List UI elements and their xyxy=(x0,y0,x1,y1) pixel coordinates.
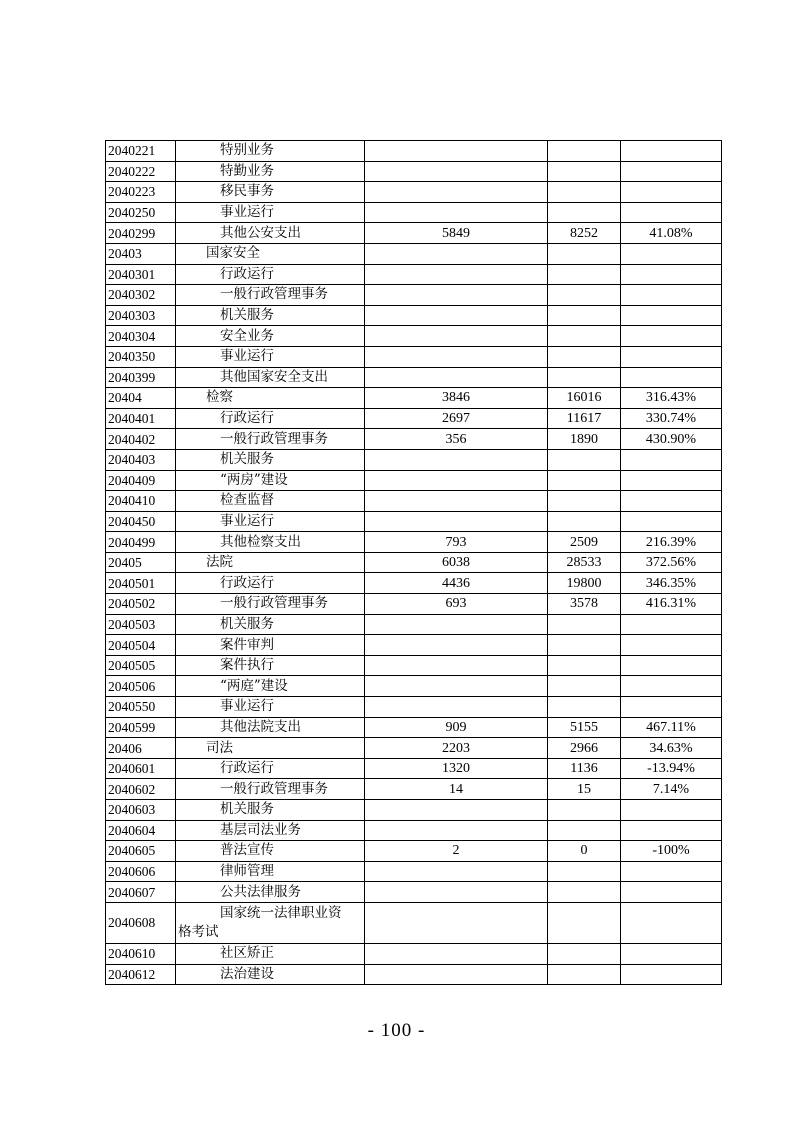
row-name: 一般行政管理事务 xyxy=(176,285,365,306)
row-name: 其他检察支出 xyxy=(176,532,365,553)
row-col1: 14 xyxy=(365,779,548,800)
row-name: 事业运行 xyxy=(176,346,365,367)
table-row xyxy=(106,779,722,800)
row-col1 xyxy=(365,635,548,656)
row-col1 xyxy=(365,511,548,532)
page-number: - 100 - xyxy=(367,1020,426,1041)
row-col1 xyxy=(365,614,548,635)
row-col3 xyxy=(621,820,722,841)
row-name: 公共法律服务 xyxy=(176,882,365,903)
row-col3: -13.94% xyxy=(621,758,722,779)
row-code: 20404 xyxy=(106,388,176,409)
row-code: 2040250 xyxy=(106,202,176,223)
row-name: 事业运行 xyxy=(176,202,365,223)
row-name: 行政运行 xyxy=(176,758,365,779)
row-code: 2040502 xyxy=(106,594,176,615)
row-col1 xyxy=(365,470,548,491)
row-col2 xyxy=(548,943,621,964)
row-code: 2040223 xyxy=(106,182,176,203)
row-code: 2040221 xyxy=(106,141,176,162)
row-col3 xyxy=(621,243,722,264)
row-col3: 346.35% xyxy=(621,573,722,594)
row-col2: 2966 xyxy=(548,738,621,759)
row-code: 2040505 xyxy=(106,655,176,676)
row-code: 2040503 xyxy=(106,614,176,635)
budget-table xyxy=(105,140,722,985)
row-code: 20405 xyxy=(106,552,176,573)
row-col3 xyxy=(621,676,722,697)
row-col2 xyxy=(548,141,621,162)
row-col2: 8252 xyxy=(548,223,621,244)
row-name: 基层司法业务 xyxy=(176,820,365,841)
table-row xyxy=(106,943,722,964)
row-name: 检查监督 xyxy=(176,491,365,512)
row-col1: 693 xyxy=(365,594,548,615)
table-row xyxy=(106,388,722,409)
row-col2 xyxy=(548,861,621,882)
row-col3 xyxy=(621,182,722,203)
table-row xyxy=(106,758,722,779)
row-col2 xyxy=(548,182,621,203)
row-col1 xyxy=(365,161,548,182)
row-code: 2040410 xyxy=(106,491,176,512)
row-name: 司法 xyxy=(176,738,365,759)
row-col1 xyxy=(365,820,548,841)
row-code: 2040303 xyxy=(106,305,176,326)
row-name: 机关服务 xyxy=(176,800,365,821)
row-col3 xyxy=(621,346,722,367)
row-name: 事业运行 xyxy=(176,697,365,718)
row-name: 行政运行 xyxy=(176,408,365,429)
table-row xyxy=(106,470,722,491)
row-col2: 28533 xyxy=(548,552,621,573)
row-col2: 19800 xyxy=(548,573,621,594)
row-code: 2040601 xyxy=(106,758,176,779)
table-row xyxy=(106,594,722,615)
row-col1 xyxy=(365,367,548,388)
row-code: 2040605 xyxy=(106,841,176,862)
row-code: 2040350 xyxy=(106,346,176,367)
row-name: 其他国家安全支出 xyxy=(176,367,365,388)
row-col2: 11617 xyxy=(548,408,621,429)
row-col2 xyxy=(548,305,621,326)
row-name: 普法宣传 xyxy=(176,841,365,862)
row-col1 xyxy=(365,964,548,985)
row-col3: 41.08% xyxy=(621,223,722,244)
row-code: 2040603 xyxy=(106,800,176,821)
table-row xyxy=(106,635,722,656)
row-col1 xyxy=(365,264,548,285)
row-col1: 793 xyxy=(365,532,548,553)
row-col2 xyxy=(548,882,621,903)
row-code: 2040602 xyxy=(106,779,176,800)
table-row xyxy=(106,614,722,635)
table-row xyxy=(106,902,722,943)
row-col2 xyxy=(548,964,621,985)
row-col1: 4436 xyxy=(365,573,548,594)
row-col1: 2697 xyxy=(365,408,548,429)
row-name: 行政运行 xyxy=(176,264,365,285)
table-body xyxy=(106,141,722,985)
row-col3: 7.14% xyxy=(621,779,722,800)
table-row xyxy=(106,429,722,450)
row-name-line1: 国家统一法律职业资 xyxy=(220,904,342,921)
table-row xyxy=(106,511,722,532)
row-col3 xyxy=(621,882,722,903)
row-code: 2040301 xyxy=(106,264,176,285)
table-row xyxy=(106,697,722,718)
row-col3 xyxy=(621,141,722,162)
row-code: 2040506 xyxy=(106,676,176,697)
row-col1 xyxy=(365,943,548,964)
table-row xyxy=(106,717,722,738)
row-col2: 0 xyxy=(548,841,621,862)
row-col1: 2 xyxy=(365,841,548,862)
row-col1 xyxy=(365,800,548,821)
row-col3: 430.90% xyxy=(621,429,722,450)
row-col3 xyxy=(621,470,722,491)
row-col2: 2509 xyxy=(548,532,621,553)
row-name: 特别业务 xyxy=(176,141,365,162)
row-name: 国家安全 xyxy=(176,243,365,264)
row-col2 xyxy=(548,800,621,821)
row-col2 xyxy=(548,676,621,697)
row-code: 20403 xyxy=(106,243,176,264)
row-name: 其他公安支出 xyxy=(176,223,365,244)
row-col2 xyxy=(548,697,621,718)
table-row xyxy=(106,367,722,388)
row-col1 xyxy=(365,346,548,367)
row-code: 2040450 xyxy=(106,511,176,532)
row-code: 2040399 xyxy=(106,367,176,388)
row-col3 xyxy=(621,800,722,821)
row-col3 xyxy=(621,285,722,306)
row-name: 行政运行 xyxy=(176,573,365,594)
table-row xyxy=(106,800,722,821)
row-col1 xyxy=(365,326,548,347)
row-code: 2040409 xyxy=(106,470,176,491)
row-col3: 330.74% xyxy=(621,408,722,429)
table-row xyxy=(106,305,722,326)
row-code: 2040403 xyxy=(106,449,176,470)
row-col2 xyxy=(548,635,621,656)
row-col3 xyxy=(621,902,722,943)
row-col3 xyxy=(621,861,722,882)
row-col1 xyxy=(365,305,548,326)
table-row xyxy=(106,243,722,264)
row-col1 xyxy=(365,243,548,264)
table-row xyxy=(106,346,722,367)
row-col2 xyxy=(548,491,621,512)
table-row xyxy=(106,861,722,882)
row-col1 xyxy=(365,697,548,718)
row-col3 xyxy=(621,449,722,470)
table-row xyxy=(106,552,722,573)
row-col1 xyxy=(365,655,548,676)
row-name: 社区矫正 xyxy=(176,943,365,964)
row-name: 一般行政管理事务 xyxy=(176,429,365,450)
row-col3 xyxy=(621,511,722,532)
row-code: 2040402 xyxy=(106,429,176,450)
row-col3 xyxy=(621,264,722,285)
row-col3 xyxy=(621,305,722,326)
row-col1: 2203 xyxy=(365,738,548,759)
row-code: 2040499 xyxy=(106,532,176,553)
row-name: 案件执行 xyxy=(176,655,365,676)
row-col3 xyxy=(621,367,722,388)
row-col2 xyxy=(548,470,621,491)
row-name xyxy=(176,902,365,943)
row-col2 xyxy=(548,655,621,676)
row-name: “两庭”建设 xyxy=(176,676,365,697)
row-col2 xyxy=(548,367,621,388)
row-col3: 467.11% xyxy=(621,717,722,738)
row-col1: 909 xyxy=(365,717,548,738)
row-col2 xyxy=(548,264,621,285)
row-name: 安全业务 xyxy=(176,326,365,347)
row-col3: 416.31% xyxy=(621,594,722,615)
row-name: 一般行政管理事务 xyxy=(176,779,365,800)
row-col2: 1890 xyxy=(548,429,621,450)
row-name: “两房”建设 xyxy=(176,470,365,491)
row-col2 xyxy=(548,161,621,182)
row-code: 2040610 xyxy=(106,943,176,964)
row-name: 律师管理 xyxy=(176,861,365,882)
row-name: 法治建设 xyxy=(176,964,365,985)
row-name: 法院 xyxy=(176,552,365,573)
row-col2 xyxy=(548,285,621,306)
row-col3: 316.43% xyxy=(621,388,722,409)
row-name: 检察 xyxy=(176,388,365,409)
table-row xyxy=(106,264,722,285)
row-col3 xyxy=(621,202,722,223)
row-col3 xyxy=(621,161,722,182)
row-col1 xyxy=(365,202,548,223)
row-col2 xyxy=(548,820,621,841)
table-row xyxy=(106,202,722,223)
table-row xyxy=(106,532,722,553)
row-col1 xyxy=(365,882,548,903)
table-row xyxy=(106,141,722,162)
row-col2 xyxy=(548,511,621,532)
row-col3 xyxy=(621,964,722,985)
row-col3 xyxy=(621,326,722,347)
row-code: 2040302 xyxy=(106,285,176,306)
row-code: 2040599 xyxy=(106,717,176,738)
row-code: 2040504 xyxy=(106,635,176,656)
row-col3 xyxy=(621,635,722,656)
row-col2: 3578 xyxy=(548,594,621,615)
row-code: 2040501 xyxy=(106,573,176,594)
row-col3: 372.56% xyxy=(621,552,722,573)
row-col1: 1320 xyxy=(365,758,548,779)
row-code: 2040607 xyxy=(106,882,176,903)
row-code: 2040606 xyxy=(106,861,176,882)
table-row xyxy=(106,182,722,203)
row-col2 xyxy=(548,326,621,347)
table-row xyxy=(106,408,722,429)
row-name: 一般行政管理事务 xyxy=(176,594,365,615)
row-col2: 5155 xyxy=(548,717,621,738)
row-col3 xyxy=(621,614,722,635)
row-col2 xyxy=(548,202,621,223)
row-name-line2: 格考试 xyxy=(178,923,219,940)
row-code: 2040299 xyxy=(106,223,176,244)
table-row xyxy=(106,223,722,244)
row-col1 xyxy=(365,676,548,697)
row-name: 特勤业务 xyxy=(176,161,365,182)
table-row xyxy=(106,449,722,470)
table-row xyxy=(106,573,722,594)
table-row xyxy=(106,655,722,676)
row-col3 xyxy=(621,943,722,964)
table-row xyxy=(106,491,722,512)
row-code: 2040550 xyxy=(106,697,176,718)
table-row xyxy=(106,820,722,841)
row-name: 事业运行 xyxy=(176,511,365,532)
row-col1 xyxy=(365,449,548,470)
row-name: 其他法院支出 xyxy=(176,717,365,738)
row-col3: 216.39% xyxy=(621,532,722,553)
table-row xyxy=(106,285,722,306)
table-row xyxy=(106,964,722,985)
row-col3: -100% xyxy=(621,841,722,862)
row-col3 xyxy=(621,655,722,676)
row-col2 xyxy=(548,243,621,264)
row-col2 xyxy=(548,614,621,635)
row-code: 2040604 xyxy=(106,820,176,841)
row-name: 移民事务 xyxy=(176,182,365,203)
row-name: 案件审判 xyxy=(176,635,365,656)
row-col2 xyxy=(548,449,621,470)
row-col1: 5849 xyxy=(365,223,548,244)
row-col3: 34.63% xyxy=(621,738,722,759)
row-col1 xyxy=(365,902,548,943)
row-col3 xyxy=(621,491,722,512)
row-code: 20406 xyxy=(106,738,176,759)
row-code: 2040608 xyxy=(106,902,176,943)
row-col1 xyxy=(365,861,548,882)
row-col1 xyxy=(365,285,548,306)
row-col2: 1136 xyxy=(548,758,621,779)
row-name: 机关服务 xyxy=(176,305,365,326)
row-col2: 15 xyxy=(548,779,621,800)
table-row xyxy=(106,161,722,182)
table-row xyxy=(106,738,722,759)
row-col1 xyxy=(365,182,548,203)
row-code: 2040401 xyxy=(106,408,176,429)
row-code: 2040612 xyxy=(106,964,176,985)
row-col1: 6038 xyxy=(365,552,548,573)
row-col1: 3846 xyxy=(365,388,548,409)
row-col2 xyxy=(548,902,621,943)
table-row xyxy=(106,676,722,697)
table-row xyxy=(106,841,722,862)
row-code: 2040304 xyxy=(106,326,176,347)
row-col1: 356 xyxy=(365,429,548,450)
table-row xyxy=(106,882,722,903)
row-name: 机关服务 xyxy=(176,614,365,635)
row-col3 xyxy=(621,697,722,718)
table-row xyxy=(106,326,722,347)
row-col2: 16016 xyxy=(548,388,621,409)
row-name: 机关服务 xyxy=(176,449,365,470)
row-col1 xyxy=(365,491,548,512)
row-code: 2040222 xyxy=(106,161,176,182)
row-col1 xyxy=(365,141,548,162)
row-col2 xyxy=(548,346,621,367)
